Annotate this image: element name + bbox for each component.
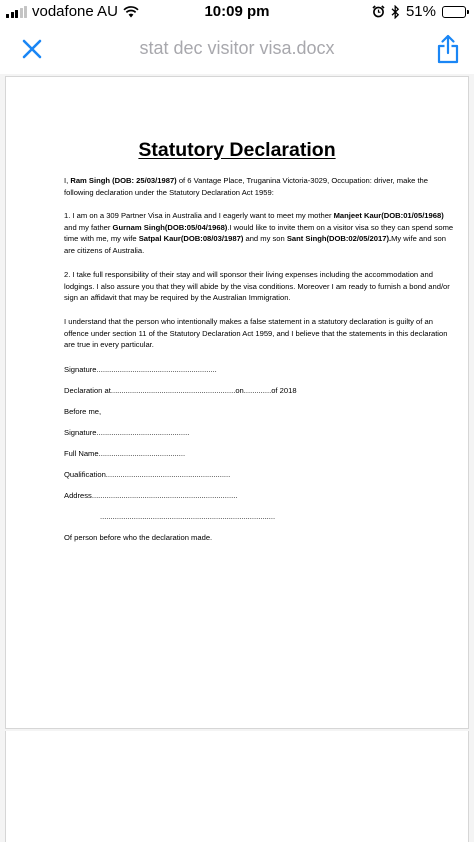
document-filename: stat dec visitor visa.docx — [139, 38, 335, 58]
before-me-label: Before me, — [64, 407, 102, 416]
paragraph-2: 2. I take full responsibility of their stay and will sponsor their living expenses including the accommodation and lodgings. I also assure you that they will abide by the visa conditions. Moreover I am ready to furnish a bond and/or sign an affidavit that may be required by the Australian Immigration. — [64, 270, 450, 302]
document-page[interactable] — [5, 76, 469, 729]
clock: 10:09 pm — [204, 3, 270, 20]
share-icon[interactable] — [436, 34, 460, 64]
witness-signature-line: Signature............................................ — [64, 428, 190, 437]
navigation-bar — [0, 24, 474, 74]
status-bar — [0, 0, 474, 24]
footer-note: Of person before who the declaration made. — [64, 533, 213, 542]
mother-name: Manjeet Kaur(DOB:01/05/1968) — [333, 211, 444, 220]
paragraph-1: 1. I am on a 309 Partner Visa in Australia and I eagerly want to meet my mother Manjeet Kaur(DOB:01/05/1968) and my father Gurnam Singh(DOB:05/04/1968).I would like to invite them on a visitor visa so they can spend some time with me, my wife Satpal Kaur(DOB:08/03/1987) and my son Sant Singh(DOB:02/05/2017).My wife and son are citizens of Australia. — [64, 211, 454, 255]
intro-paragraph: I, Ram Singh (DOB: 25/03/1987) of 6 Vantage Place, Truganina Victoria-3029, Occupation: driver, make the following declaration under the Statutory Declaration Act 1959: — [64, 176, 429, 197]
address-continuation-line: ................................................................................... — [100, 512, 276, 521]
next-page[interactable] — [5, 731, 469, 842]
battery-percentage: 51% — [405, 3, 436, 20]
paragraph-3: I understand that the person who intentionally makes a false statement in a statutory declaration is guilty of an offence under section 11 of the Statutory Declaration Act 1959, and I believe that the statements in this declaration are true in every particular. — [64, 317, 448, 349]
close-icon[interactable] — [20, 37, 44, 61]
document-title: Statutory Declaration — [138, 139, 336, 161]
alarm-icon — [372, 5, 385, 18]
declarant-name: Ram Singh (DOB: 25/03/1987) — [70, 176, 177, 185]
battery-icon — [442, 6, 466, 18]
father-name: Gurnam Singh(DOB:05/04/1968) — [112, 222, 228, 232]
full-name-line: Full Name......................................... — [64, 449, 186, 458]
son-name: Sant Singh(DOB:02/05/2017). — [286, 234, 392, 243]
address-line: Address..................................................................... — [64, 491, 238, 500]
carrier-name: vodafone AU — [32, 3, 118, 20]
status-right — [372, 3, 466, 20]
signature-line: Signature......................................................... — [64, 365, 217, 374]
wife-name: Satpal Kaur(DOB:08/03/1987) — [138, 234, 244, 243]
qualification-line: Qualification........................................................... — [64, 470, 231, 479]
bluetooth-icon — [391, 5, 400, 19]
declaration-line: Declaration at...........................................................on.............of 2018 — [64, 386, 297, 395]
